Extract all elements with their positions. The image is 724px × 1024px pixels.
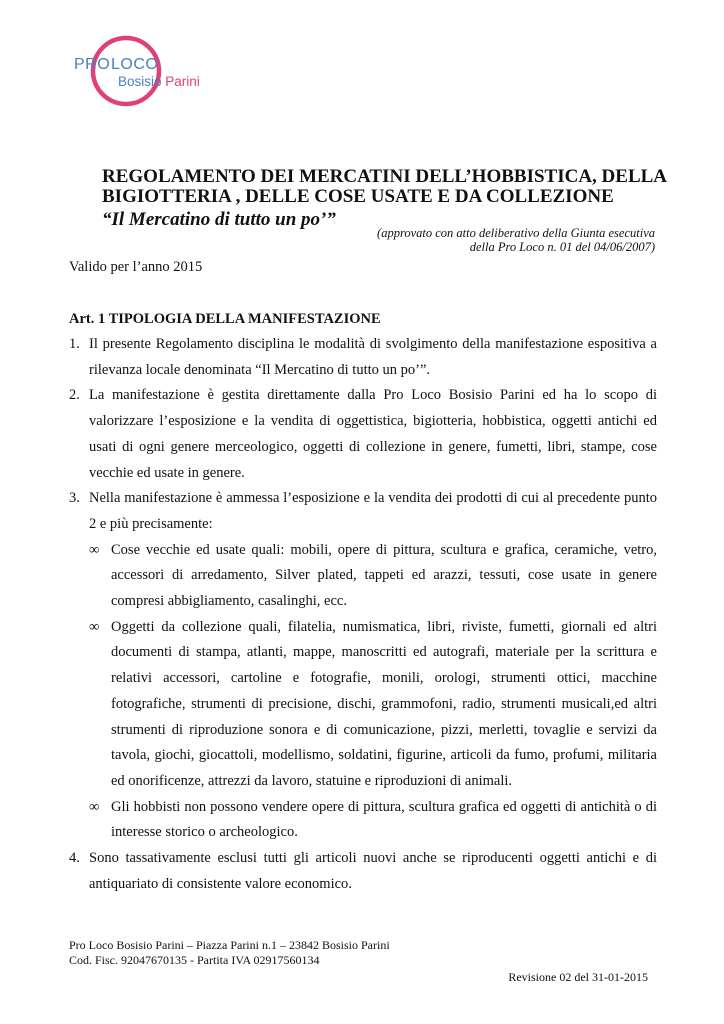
pro-loco-logo <box>64 30 204 110</box>
item-text: Nella manifestazione è ammessa l’esposizione e la vendita dei prodotti di cui al precedente punto 2 e più precisamente: <box>89 490 657 532</box>
validity-text: Valido per l’anno 2015 <box>69 259 203 275</box>
footer-line-2: Cod. Fisc. 92047670135 - Partita IVA 02917560134 <box>69 953 320 967</box>
bullet-text: Gli hobbisti non possono vendere opere di pittura, scultura grafica ed oggetti di antichità o di interesse storico o archeologico. <box>111 798 657 841</box>
logo-town-text <box>118 74 200 89</box>
item-text: Il presente Regolamento disciplina le modalità di svolgimento della manifestazione espositiva a rilevanza locale denominata “Il Mercatino di tutto un po’”. <box>89 336 657 378</box>
bullet-text: Oggetti da collezione quali, filatelia, numismatica, libri, riviste, fumetti, giornali ed altri documenti di stampa, atlanti, mappe, manoscritti ed autografi, materiale per la scrittura e relativi accessori, cartoline e fotografie, monili, orologi, strumenti ottici, macchine fotografiche, strumenti di precisione, dischi, grammofoni, radio, strumenti musicali,ed altri strumenti di riproduzione sonora e di comunicazione, pizzi, merletti, tovaglie e servizi da tavola, giochi, giocattoli, modellismo, soldatini, figurine, articoli da fumo, profumi, militaria ed onorificenze, attrezzi da lavoro, statuine e riproduzioni di animali. <box>111 618 657 789</box>
approval-line-1: (approvato con atto deliberativo della Giunta esecutiva <box>377 226 655 240</box>
article-heading: Art. 1 TIPOLOGIA DELLA MANIFESTAZIONE <box>69 311 381 327</box>
item-number: 3. <box>69 490 80 507</box>
footer-line-1: Pro Loco Bosisio Parini – Piazza Parini n.1 – 23842 Bosisio Parini <box>69 938 390 952</box>
title-line-1: REGOLAMENTO DEI MERCATINI DELL’HOBBISTICA, DELLA <box>102 166 668 187</box>
document-title <box>102 167 682 207</box>
bullet-list <box>89 538 657 846</box>
article-1 <box>69 306 657 897</box>
item-number: 2. <box>69 387 80 404</box>
article-item-1 <box>69 332 657 383</box>
bullet-item-2 <box>89 615 657 795</box>
approval-line-2: della Pro Loco n. 01 del 04/06/2007) <box>469 240 655 254</box>
item-number: 1. <box>69 336 80 352</box>
item-text: Sono tassativamente esclusi tutti gli articoli nuovi anche se riproducenti oggetti antichi e di antiquariato di consistente valore economico. <box>89 850 657 892</box>
item-text: La manifestazione è gestita direttamente dalla Pro Loco Bosisio Parini ed ha lo scopo di valorizzare l’esposizione e la vendita di oggettistica, bigiotteria, hobbistica, oggetti antichi ed usati di ogni genere merceologico, oggetti di collezione in genere, fumetti, libri, stampe, cose vecchie ed usate in genere. <box>89 387 657 481</box>
bullet-item-3 <box>89 795 657 846</box>
logo-loco-text: LOCO <box>111 56 159 73</box>
footer-address <box>69 938 390 968</box>
title-line-2: BIGIOTTERIA , DELLE COSE USATE E DA COLLEZIONE <box>102 186 614 207</box>
logo-parini-text: Parini <box>165 74 200 89</box>
article-item-4 <box>69 846 657 897</box>
infinity-bullet-icon: ∞ <box>89 541 100 558</box>
approval-note <box>377 226 655 254</box>
logo-bosisio-text: Bosisio <box>118 74 162 89</box>
logo-pro-text: PRO <box>74 56 111 73</box>
document-subtitle: “Il Mercatino di tutto un po’” <box>102 209 336 230</box>
footer-revision: Revisione 02 del 31-01-2015 <box>508 970 648 984</box>
item-number: 4. <box>69 850 80 867</box>
infinity-bullet-icon: ∞ <box>89 798 100 815</box>
article-item-2 <box>69 383 657 486</box>
infinity-bullet-icon: ∞ <box>89 618 100 635</box>
article-item-3 <box>69 486 657 846</box>
bullet-item-1 <box>89 538 657 615</box>
bullet-text: Cose vecchie ed usate quali: mobili, opere di pittura, scultura e grafica, ceramiche, vetro, accessori di arredamento, Silver plated, tappeti ed arazzi, tessuti, cose usate in genere compresi abbigliamento, casalinghi, ecc. <box>111 541 657 610</box>
